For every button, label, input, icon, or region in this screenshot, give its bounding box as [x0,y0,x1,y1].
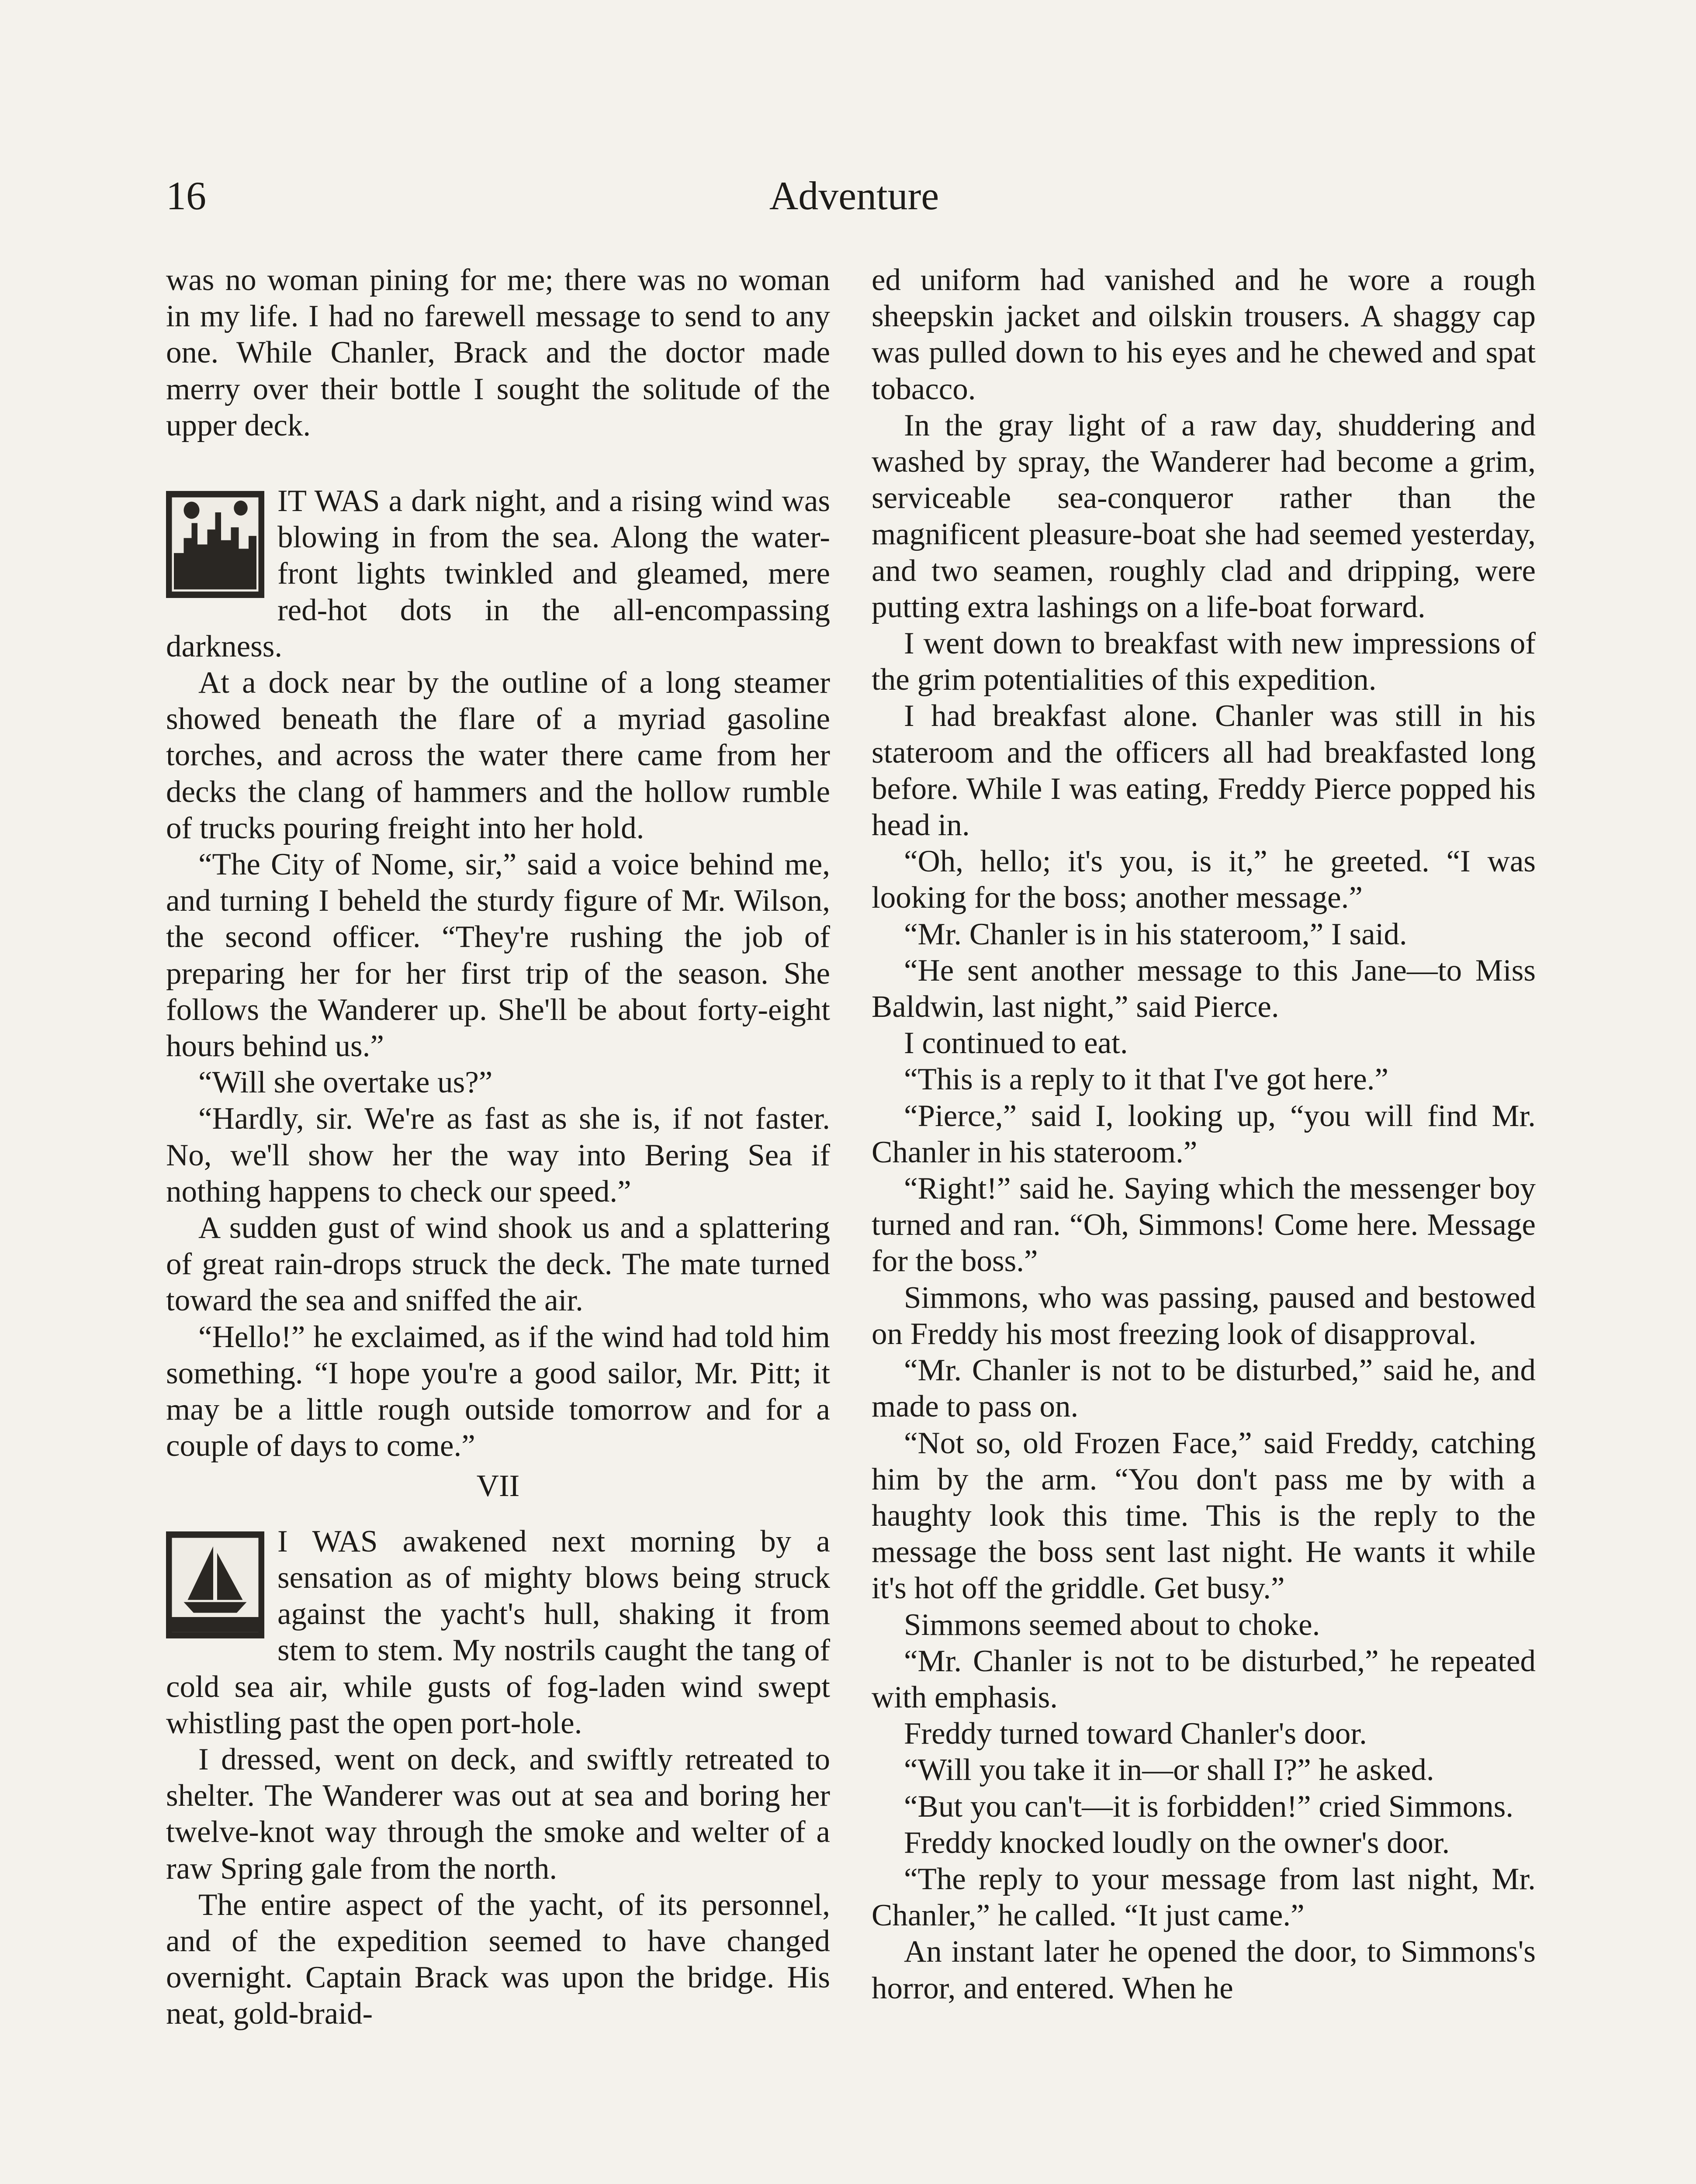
paragraph: “Oh, hello; it's you, is it,” he greeted. “I was looking for the boss; another message.” [872,844,1536,915]
paragraph: I dressed, went on deck, and swiftly retreated to shelter. The Wanderer was out at sea and boring her twelve-knot way through the smoke and welter of a raw Spring gale from the north. [166,1742,830,1886]
sailboat-ornament-icon [166,1531,264,1638]
paragraph: “This is a reply to it that I've got here.” [904,1062,1388,1097]
paragraph: was no woman pining for me; there was no woman in my life. I had no farewell message to send to any one. While Chanler, Brack and the doctor made merry over their bottle I sought the solitude of the upper deck. [166,263,830,442]
paragraph: “Mr. Chanler is not to be disturbed,” said he, and made to pass on. [872,1353,1536,1424]
paragraph: An instant later he opened the door, to Simmons's horror, and entered. When he [872,1935,1536,2005]
section-paragraph [166,1524,830,1742]
page-header [166,173,1542,234]
paragraph: The entire aspect of the yacht, of its personnel, and of the expedition seemed to have changed overnight. Captain Brack was upon the bridge. His neat, gold-braid- [166,1887,830,2031]
paragraph: “The reply to your message from last night, Mr. Chanler,” he called. “It just came.” [872,1862,1536,1933]
paragraph: Simmons, who was passing, paused and bestowed on Freddy his most freezing look of disapproval. [872,1280,1536,1351]
paragraph: “Mr. Chanler is not to be disturbed,” he repeated with emphasis. [872,1644,1536,1714]
paragraph-text: I WAS awakened next morning by a sensation as of mighty blows being struck against the yacht's hull, shaking it from stem to stem. My nostrils caught the tang of cold sea air, while gusts of fog-laden wind swept whistling past the open port-hole. [166,1524,830,1740]
right-column [872,262,1536,2007]
paragraph: Freddy turned toward Chanler's door. [904,1717,1367,1751]
paragraph: In the gray light of a raw day, shuddering and washed by spray, the Wanderer had become a grim, serviceable sea-conqueror rather than the magnificent pleasure-boat she had seemed yesterday, and two seamen, roughly clad and dripping, were putting extra lashings on a life-boat forward. [872,408,1536,624]
paragraph: “Will she overtake us?” [198,1065,493,1100]
paragraph: A sudden gust of wind shook us and a splattering of great rain-drops struck the deck. The mate turned toward the sea and sniffed the air. [166,1211,830,1318]
paragraph: Freddy knocked loudly on the owner's door. [904,1825,1450,1860]
section-paragraph [166,483,830,665]
paragraph: “The City of Nome, sir,” said a voice behind me, and turning I beheld the sturdy figure of Mr. Wilson, the second officer. “They're rushing the job of preparing her for her first trip of the season. She follows the Wanderer up. She'll be about forty-eight hours behind us.” [166,847,830,1064]
left-column [166,262,830,2032]
running-head: Adventure [769,173,939,218]
paragraph: I had breakfast alone. Chanler was still in his stateroom and the officers all had breakfasted long before. While I was eating, Freddy Pierce popped his head in. [872,699,1536,843]
paragraph: “But you can't—it is forbidden!” cried Simmons. [904,1789,1514,1824]
paragraph: “Mr. Chanler is in his stateroom,” I said. [904,917,1407,951]
paragraph: At a dock near by the outline of a long steamer showed beneath the flare of a myriad gasoline torches, and across the water there came from her decks the clang of hammers and the hollow rumble of trucks pouring freight into her hold. [166,666,830,845]
city-skyline-ornament-icon [166,491,264,598]
paragraph: “Will you take it in—or shall I?” he asked. [904,1753,1434,1787]
paragraph: I continued to eat. [904,1026,1128,1061]
paragraph: “Hardly, sir. We're as fast as she is, if not faster. No, we'll show her the way into Bering Sea if nothing happens to check our speed.” [166,1102,830,1209]
paragraph: “Not so, old Frozen Face,” said Freddy, catching him by the arm. “You don't pass me by with a haughty look this time. This is the reply to the message the boss sent last night. He wants it while it's hot off the griddle. Get busy.” [872,1426,1536,1606]
paragraph: “Right!” said he. Saying which the messenger boy turned and ran. “Oh, Simmons! Come here. Message for the boss.” [872,1171,1536,1279]
paragraph: “Hello!” he exclaimed, as if the wind had told him something. “I hope you're a good sailor, Mr. Pitt; it may be a little rough outside tomorrow and for a couple of days to come.” [166,1320,830,1463]
paragraph: “Pierce,” said I, looking up, “you will find Mr. Chanler in his stateroom.” [872,1099,1536,1169]
section-title: VII [476,1469,520,1503]
paragraph-text: IT WAS a dark night, and a rising wind was blowing in from the sea. Along the water-front lights twinkled and gleamed, mere red-hot dots in the all-encompassing darkness. [166,484,830,663]
paragraph: I went down to breakfast with new impressions of the grim potentialities of this expedition. [872,626,1536,697]
paragraph: “He sent another message to this Jane—to Miss Baldwin, last night,” said Pierce. [872,953,1536,1024]
page-number: 16 [166,173,206,218]
paragraph: ed uniform had vanished and he wore a rough sheepskin jacket and oilskin trousers. A shaggy cap was pulled down to his eyes and he chewed and spat tobacco. [872,263,1536,406]
paragraph: Simmons seemed about to choke. [904,1607,1320,1642]
